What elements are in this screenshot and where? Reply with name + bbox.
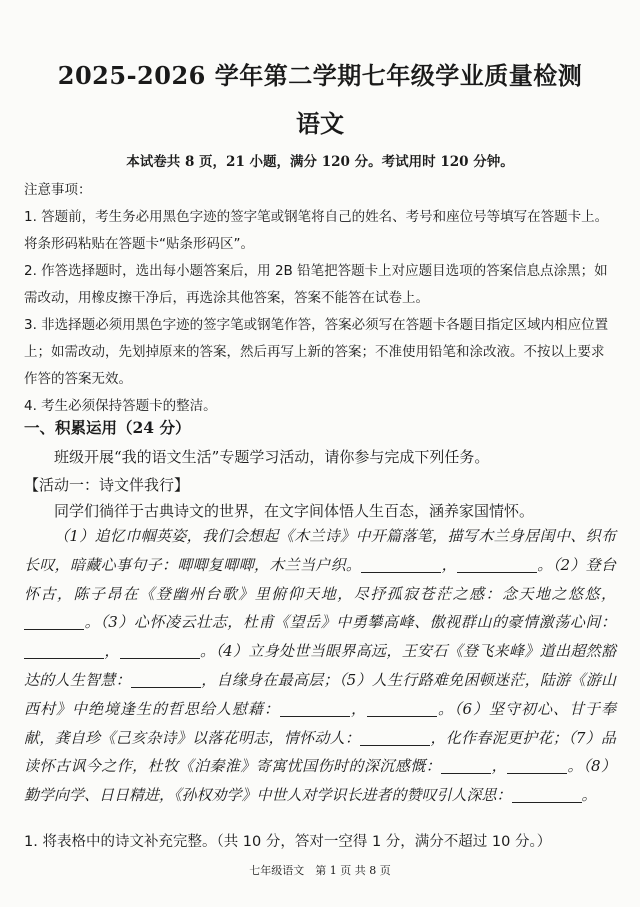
section-title: 一、积累运用（24 分）: [24, 418, 191, 437]
answer-blank[interactable]: [457, 556, 537, 573]
answer-blank[interactable]: [131, 671, 201, 688]
section-intro: [24, 444, 616, 524]
answer-blank[interactable]: [441, 757, 491, 774]
poem-item-8: （8）勤学向学、日日精进，《孙权劝学》中世人对学识长进者的赞叹引人深思：: [24, 757, 616, 805]
answer-blank[interactable]: [24, 613, 84, 630]
answer-blank[interactable]: [512, 786, 582, 803]
poem-recitation-block: （1）追忆巾帼英姿，我们会想起《木兰诗》中开篇落笔，描写木兰身居闺中、织布长叹，暗藏心事句子：唧唧复唧唧，木兰当户织。 ， 。（2）登台怀古，陈子昂在《登幽州台歌》里俯仰天地，尽抒孤寂苍茫之感：念天地之悠悠，。（3）心怀凌云壮志，杜甫《望岳》中勇攀高峰、傲视群山的豪情激荡心间：， 。（4）立身处世当眼界高远，王安石《登飞来峰》道出超然豁达的人生智慧： ，自缘身在最高层；（5）人生行路难免困顿迷茫，陆游《游山西村》中绝境逢生的哲思给人慰藉： ， 。（6）坚守初心、甘于奉献，龚自珍《己亥杂诗》以落花明志，情怀动人： ，化作春泥更护花；（7）品读怀古讽今之作，杜牧《泊秦淮》寄寓忧国伤时的深沉感慨： ， 。（8）勤学向学、日日精进，《孙权劝学》中世人对学识长进者的赞叹引人深思： 。: [24, 527, 616, 805]
poem-item-1: （1）追忆巾帼英姿，我们会想起《木兰诗》中开篇落笔，描写木兰身居闺中、织布长叹，暗藏心事句子：唧唧复唧唧，木兰当户织。: [24, 527, 616, 574]
poem-item-7: （7）品读怀古讽今之作，杜牧《泊秦淮》寄寓忧国伤时的深沉感慨：: [24, 728, 616, 776]
poem-item-8-end: 。: [581, 786, 597, 805]
subject-title: 语文: [296, 109, 344, 138]
poem-item-3: （3）心怀凌云壮志，杜甫《望岳》中勇攀高峰、傲视群山的豪情激荡心间：: [100, 613, 616, 632]
note-item-3: 3. 非选择题必须用黑色字迹的签字笔或钢笔作答，答案必须写在答题卡各题目指定区域内相应位置上；如需改动，先划掉原来的答案，然后再写上新的答案；不准使用铅笔和涂改液。不按以上要求作答的答案无效。: [24, 317, 609, 387]
activity-heading: 【活动一：诗文伴我行】: [24, 476, 190, 494]
question-1: 1. 将表格中的诗文补充完整。（共 10 分，答对一空得 1 分，满分不超过 10 分。）: [24, 834, 552, 850]
page-footer: 七年级语文 第 1 页 共 8 页: [249, 864, 391, 877]
answer-blank[interactable]: [361, 556, 441, 573]
intro-text: 班级开展“我的语文生活”专题学习活动，请你参与完成下列任务。: [54, 448, 490, 466]
answer-blank[interactable]: [507, 757, 567, 774]
notes-heading: 注意事项：: [24, 182, 92, 198]
answer-blank[interactable]: [367, 700, 437, 717]
answer-blank[interactable]: [280, 700, 350, 717]
note-item-1: 1. 答题前，考生务必用黑色字迹的签字笔或钢笔将自己的姓名、考号和座位号等填写在答题卡上。将条形码粘贴在答题卡“贴条形码区”。: [24, 209, 609, 252]
poem-item-4: （4）立身处世当眼界高远，王安石《登飞来峰》道出超然豁达的人生智慧：: [24, 642, 616, 689]
poem-item-6-cont: ，化作春泥更护花；: [430, 728, 568, 747]
answer-blank[interactable]: [120, 642, 200, 659]
poem-item-5: （5）人生行路难免困顿迷茫，陆游《游山西村》中绝境逢生的哲思给人慰藉：: [24, 670, 616, 718]
poem-item-4-cont: ，自缘身在最高层；: [201, 670, 339, 689]
poem-item-6: （6）坚守初心、甘于奉献，龚自珍《己亥杂诗》以落花明志，情怀动人：: [24, 699, 616, 747]
answer-blank[interactable]: [24, 642, 104, 659]
answer-blank[interactable]: [360, 729, 430, 746]
note-item-2: 2. 作答选择题时，选出每小题答案后，用 2B 铅笔把答题卡上对应题目选项的答案信息点涂黑；如需改动，用橡皮擦干净后，再选涂其他答案，答案不能答在试卷上。: [24, 263, 608, 306]
lead-text: 同学们徜徉于古典诗文的世界，在文字间体悟人生百态，涵养家国情怀。: [54, 502, 535, 520]
poem-item-2: （2）登台怀古，陈子昂在《登幽州台歌》里俯仰天地，尽抒孤寂苍茫之感：念天地之悠悠，: [24, 555, 616, 603]
note-item-4: 4. 考生必须保持答题卡的整洁。: [24, 398, 217, 414]
exam-title: 2025-2026 学年第二学期七年级学业质量检测: [57, 61, 583, 90]
notes-block: [24, 177, 616, 420]
exam-meta: 本试卷共 8 页，21 小题，满分 120 分。考试用时 120 分钟。: [126, 154, 514, 170]
